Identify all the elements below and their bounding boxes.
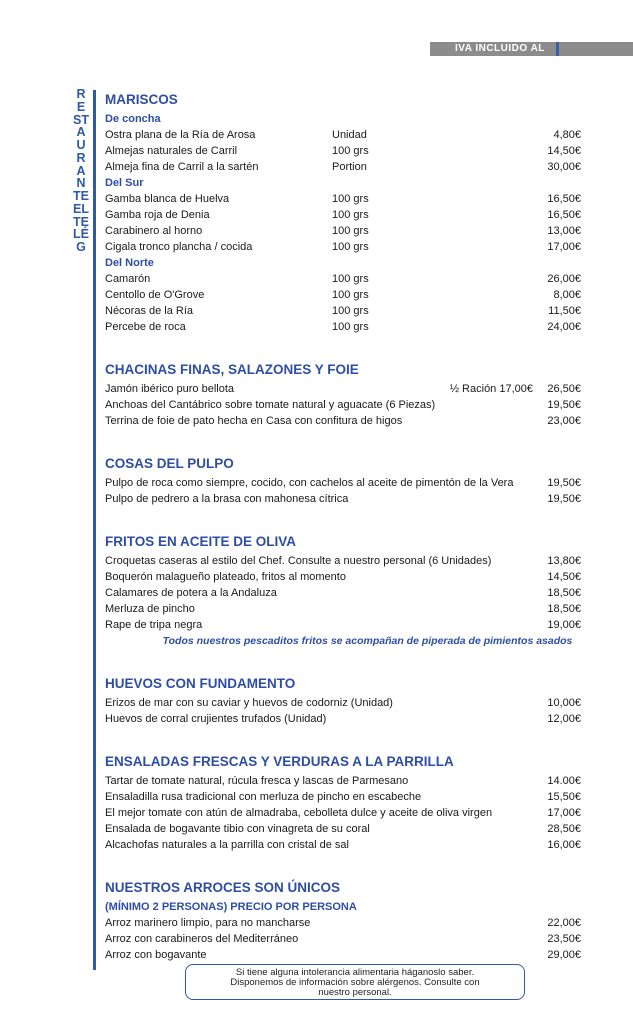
iva-label: IVA INCLUIDO AL bbox=[455, 43, 545, 54]
menu-item bbox=[105, 805, 585, 821]
item-name: Rape de tripa negra bbox=[105, 619, 203, 631]
section-gap bbox=[105, 727, 585, 751]
item-price: 23,00€ bbox=[547, 415, 581, 427]
vertical-letter: LÉ bbox=[73, 227, 89, 242]
section-title: ENSALADAS FRESCAS Y VERDURAS A LA PARRILLA bbox=[105, 754, 454, 769]
vertical-letter: TE bbox=[73, 189, 89, 203]
item-price: 4,80€ bbox=[553, 129, 581, 141]
item-price: 26,50€ bbox=[547, 383, 581, 395]
item-unit: 100 grs bbox=[332, 209, 369, 221]
vertical-letter: G bbox=[76, 240, 86, 254]
menu-item bbox=[105, 821, 585, 837]
menu-item bbox=[105, 303, 585, 319]
vertical-letter: EL bbox=[73, 201, 89, 216]
item-price: 14.00€ bbox=[547, 775, 581, 787]
item-price: 14,50€ bbox=[547, 571, 581, 583]
item-price: 24,00€ bbox=[547, 321, 581, 333]
item-name: Calamares de potera a la Andaluza bbox=[105, 587, 277, 599]
item-unit: 100 grs bbox=[332, 273, 369, 285]
vertical-letter: U bbox=[76, 138, 86, 152]
menu-item bbox=[105, 143, 585, 159]
item-name: Nécoras de la Ría bbox=[105, 305, 194, 317]
section-title: CHACINAS FINAS, SALAZONES Y FOIE bbox=[105, 362, 359, 377]
item-unit: 100 grs bbox=[332, 289, 369, 301]
item-price: 13,80€ bbox=[547, 555, 581, 567]
menu-item bbox=[105, 553, 585, 569]
item-unit: 100 grs bbox=[332, 241, 369, 253]
vertical-letter: R bbox=[76, 150, 86, 165]
menu-item bbox=[105, 239, 585, 255]
item-price: 15,50€ bbox=[547, 791, 581, 803]
item-price: 12,00€ bbox=[547, 713, 581, 725]
item-unit: 100 grs bbox=[332, 193, 369, 205]
item-unit: 100 grs bbox=[332, 225, 369, 237]
menu-item bbox=[105, 287, 585, 303]
allergy-notice bbox=[185, 964, 525, 1000]
vertical-letter: ST bbox=[73, 112, 89, 127]
item-name: Arroz con bogavante bbox=[105, 949, 207, 961]
menu-item bbox=[105, 695, 585, 711]
item-name: Ostra plana de la Ría de Arosa bbox=[105, 129, 256, 141]
item-name: Gamba roja de Denia bbox=[105, 209, 210, 221]
item-name: Gamba blanca de Huelva bbox=[105, 193, 230, 205]
subsection-title: Del Norte bbox=[105, 257, 154, 269]
menu-item bbox=[105, 931, 585, 947]
allergy-line: Si tiene alguna intolerancia alimentaria háganoslo saber. bbox=[235, 967, 475, 978]
section-gap bbox=[105, 335, 585, 359]
item-name: Centollo de O'Grove bbox=[105, 289, 205, 301]
item-price: 19,50€ bbox=[547, 477, 581, 489]
section-note: Todos nuestros pescaditos fritos se acompañan de piperada de pimientos asados bbox=[162, 635, 573, 647]
item-half-portion: ½ Ración 17,00€ bbox=[449, 383, 533, 395]
item-name: Huevos de corral crujientes trufados (Unidad) bbox=[105, 713, 327, 725]
menu-item bbox=[105, 837, 585, 853]
menu-item bbox=[105, 947, 585, 963]
item-name: Camarón bbox=[105, 273, 151, 285]
subsection-title: Del Sur bbox=[105, 177, 144, 189]
item-price: 17,00€ bbox=[547, 241, 581, 253]
item-unit: 100 grs bbox=[332, 321, 369, 333]
menu-item bbox=[105, 475, 585, 491]
item-name: Carabinero al horno bbox=[105, 225, 203, 237]
item-name: Percebe de roca bbox=[105, 321, 186, 333]
vertical-letter: A bbox=[76, 163, 86, 178]
item-price: 16,50€ bbox=[547, 209, 581, 221]
vertical-restaurant-name bbox=[70, 88, 92, 308]
item-name: Ensaladilla rusa tradicional con merluza de pincho en escabeche bbox=[105, 791, 422, 803]
item-price: 19,50€ bbox=[547, 399, 581, 411]
allergy-line: nuestro personal. bbox=[318, 987, 392, 998]
item-price: 16,50€ bbox=[547, 193, 581, 205]
menu-item bbox=[105, 381, 585, 397]
item-unit: Unidad bbox=[332, 129, 367, 141]
menu-item bbox=[105, 127, 585, 143]
item-price: 18,50€ bbox=[547, 603, 581, 615]
item-price: 30,00€ bbox=[547, 161, 581, 173]
item-price: 11,50€ bbox=[548, 305, 581, 317]
section-gap bbox=[105, 429, 585, 453]
item-name: Cigala tronco plancha / cocida bbox=[105, 241, 253, 253]
item-price: 22,00€ bbox=[547, 917, 581, 929]
item-name: Almeja fina de Carril a la sartén bbox=[105, 161, 259, 173]
subsection-title: (MÍNIMO 2 PERSONAS) PRECIO POR PERSONA bbox=[105, 901, 357, 913]
section-title: MARISCOS bbox=[105, 92, 178, 107]
menu-item bbox=[105, 585, 585, 601]
item-name: Arroz marinero limpio, para no mancharse bbox=[105, 917, 311, 929]
vertical-divider bbox=[93, 90, 96, 970]
section-gap bbox=[105, 649, 585, 673]
vertical-letter: A bbox=[76, 125, 86, 140]
item-price: 19,50€ bbox=[547, 493, 581, 505]
vertical-letter: TE bbox=[73, 214, 89, 229]
iva-accent-bar bbox=[556, 42, 559, 56]
item-name: Terrina de foie de pato hecha en Casa con confitura de higos bbox=[105, 415, 403, 427]
item-name: Ensalada de bogavante tibio con vinagreta de su coral bbox=[105, 823, 370, 835]
item-name: Arroz con carabineros del Mediterráneo bbox=[105, 933, 299, 945]
menu-item bbox=[105, 491, 585, 507]
item-name: Tartar de tomate natural, rúcula fresca y lascas de Parmesano bbox=[105, 775, 409, 787]
menu-item bbox=[105, 159, 585, 175]
item-price: 13,00€ bbox=[547, 225, 581, 237]
item-unit: 100 grs bbox=[332, 145, 369, 157]
menu-item bbox=[105, 413, 585, 429]
menu-item bbox=[105, 207, 585, 223]
item-price: 26,00€ bbox=[547, 273, 581, 285]
section-title: NUESTROS ARROCES SON ÚNICOS bbox=[105, 880, 341, 895]
vertical-letter: E bbox=[76, 99, 86, 114]
item-price: 23,50€ bbox=[547, 933, 581, 945]
section-gap bbox=[105, 507, 585, 531]
menu-item bbox=[105, 569, 585, 585]
iva-banner bbox=[430, 42, 633, 56]
vertical-letter: R bbox=[76, 88, 86, 101]
menu-list bbox=[105, 89, 585, 963]
item-name: El mejor tomate con atún de almadraba, cebolleta dulce y aceite de oliva virgen bbox=[105, 807, 493, 819]
item-name: Pulpo de pedrero a la brasa con mahonesa cítrica bbox=[105, 493, 349, 505]
section-title: FRITOS EN ACEITE DE OLIVA bbox=[105, 534, 297, 549]
item-name: Anchoas del Cantábrico sobre tomate natural y aguacate (6 Piezas) bbox=[105, 399, 436, 411]
item-name: Almejas naturales de Carril bbox=[105, 145, 238, 157]
item-name: Jamón ibérico puro bellota bbox=[105, 383, 235, 395]
allergy-line: Disponemos de información sobre alérgenos. Consulte con bbox=[230, 977, 480, 988]
menu-item bbox=[105, 773, 585, 789]
item-name: Croquetas caseras al estilo del Chef. Consulte a nuestro personal (6 Unidades) bbox=[105, 555, 492, 567]
menu-item bbox=[105, 223, 585, 239]
item-price: 10,00€ bbox=[547, 697, 581, 709]
section-title: HUEVOS CON FUNDAMENTO bbox=[105, 676, 296, 691]
menu-item bbox=[105, 789, 585, 805]
menu-item bbox=[105, 617, 585, 633]
menu-item bbox=[105, 397, 585, 413]
menu-item bbox=[105, 271, 585, 287]
section-title: COSAS DEL PULPO bbox=[105, 456, 234, 471]
item-price: 29,00€ bbox=[547, 949, 581, 961]
item-price: 19,00€ bbox=[547, 619, 581, 631]
menu-item bbox=[105, 915, 585, 931]
item-price: 17,00€ bbox=[547, 807, 581, 819]
item-name: Merluza de pincho bbox=[105, 603, 195, 615]
item-price: 14,50€ bbox=[547, 145, 581, 157]
vertical-letter: N bbox=[76, 176, 86, 191]
item-name: Pulpo de roca como siempre, cocido, con cachelos al aceite de pimentón de la Vera bbox=[105, 477, 514, 489]
menu-item bbox=[105, 601, 585, 617]
item-price: 18,50€ bbox=[547, 587, 581, 599]
section-gap bbox=[105, 853, 585, 877]
item-unit: 100 grs bbox=[332, 305, 369, 317]
item-name: Erizos de mar con su caviar y huevos de codorniz (Unidad) bbox=[105, 697, 393, 709]
item-name: Boquerón malagueño plateado, fritos al momento bbox=[105, 571, 346, 583]
item-price: 16,00€ bbox=[547, 839, 581, 851]
item-name: Alcachofas naturales a la parrilla con cristal de sal bbox=[105, 839, 349, 851]
item-price: 28,50€ bbox=[547, 823, 581, 835]
subsection-title: De concha bbox=[105, 113, 161, 125]
item-unit: Portion bbox=[332, 161, 367, 173]
menu-item bbox=[105, 711, 585, 727]
menu-item bbox=[105, 319, 585, 335]
item-price: 8,00€ bbox=[553, 289, 581, 301]
menu-item bbox=[105, 191, 585, 207]
